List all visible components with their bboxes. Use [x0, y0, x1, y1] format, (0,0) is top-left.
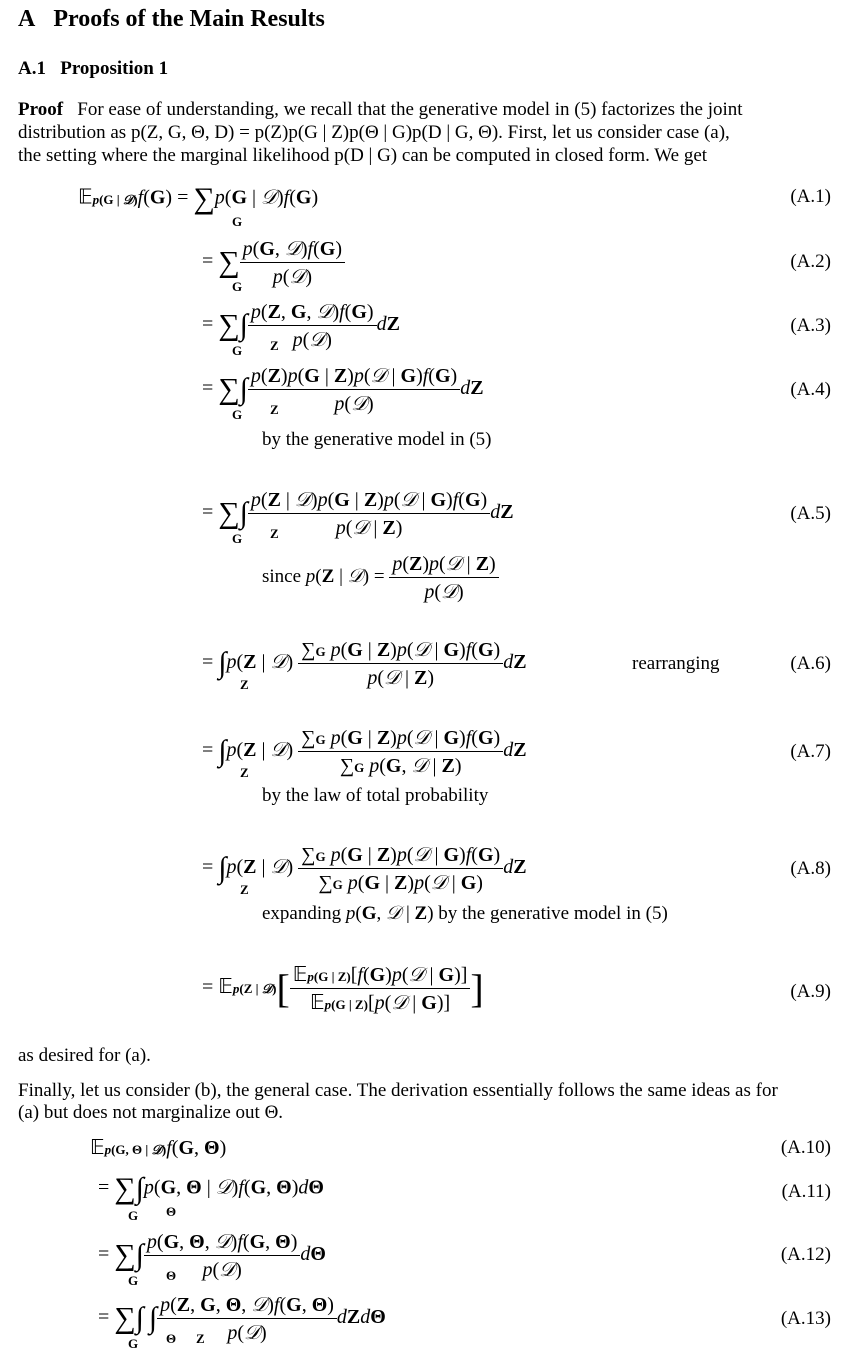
int-index: Z — [270, 338, 279, 353]
eq-label-a7: (A.7) — [790, 741, 831, 762]
eq-a11: = ∑∫p(G, Θ | 𝒟)f(G, Θ)dΘ — [98, 1172, 324, 1205]
para1-line3: the setting where the marginal likelihood p(D | G) can be computed in closed form. We get — [18, 145, 708, 166]
subsection-number: A.1 — [18, 58, 46, 79]
eq-a13: = ∑∫ ∫ $\frac{\text{p(Z, G, Θ, 𝒟)f(G, Θ)}}{\text{p(𝒟)}}$ dZdΘ — [98, 1292, 386, 1344]
int-index: Z — [240, 677, 249, 692]
int-index: Z — [240, 882, 249, 897]
eq-a6: = ∫p(Z | 𝒟) $\frac{\text{∑G p(G | Z)p(𝒟 | G)f(G)}}{\text{p(𝒟 | Z)}}$ dZ — [202, 637, 527, 689]
eq-label-a3: (A.3) — [790, 315, 831, 336]
eq-a7: = ∫p(Z | 𝒟) $\frac{\text{∑G p(G | Z)p(𝒟 | G)f(G)}}{\text{∑G p(G, 𝒟 | Z)}}$ dZ — [202, 725, 527, 777]
section-heading — [18, 6, 325, 33]
subsection-title: Proposition 1 — [60, 58, 169, 79]
eq-label-a11: (A.11) — [781, 1181, 831, 1202]
sum-index: G — [232, 531, 243, 546]
int-index: Θ — [166, 1268, 177, 1283]
eq-label-a2: (A.2) — [790, 251, 831, 272]
eq-label-a9: (A.9) — [790, 981, 831, 1002]
eq-label-a13: (A.13) — [780, 1308, 831, 1329]
int-index: Z — [196, 1331, 205, 1346]
eq-label-a5: (A.5) — [790, 503, 831, 524]
eq-a3: = ∑∫ $\frac{\text{p(Z, G, 𝒟)f(G)}}{\text{p(𝒟)}}$ dZ — [202, 299, 400, 351]
sum-index: G — [232, 279, 243, 294]
eq-a9: = 𝔼p(Z | 𝒟)[ $\frac{\text{𝔼p(G | Z)[f(G)p(𝒟 | G)]}}{\text{𝔼p(G | Z)[p(𝒟 | G)]}}$ ] — [202, 962, 484, 1014]
int-index: Z — [240, 765, 249, 780]
note-a5-prefix: since — [262, 565, 302, 587]
section-number: A — [18, 6, 36, 32]
eq-a12: = ∑∫ $\frac{\text{p(G, Θ, 𝒟)f(G, Θ)}}{\text{p(𝒟)}}$ dΘ — [98, 1229, 326, 1281]
int-index: Z — [270, 402, 279, 417]
note-a6: rearranging — [632, 653, 720, 674]
note-a8-suffix: by the generative model in (5) — [438, 903, 668, 924]
note-a5: since p(Z | 𝒟) = $\frac{\text{p(Z)p(𝒟 | Z)}}{\text{p(𝒟)}}$ — [262, 551, 499, 604]
eq-label-a6: (A.6) — [790, 653, 831, 674]
eq-a8: = ∫p(Z | 𝒟) $\frac{\text{∑G p(G | Z)p(𝒟 | G)f(G)}}{\text{∑G p(G | Z)p(𝒟 | G)}}$ dZ — [202, 842, 527, 894]
section-title: Proofs of the Main Results — [53, 6, 325, 32]
sum-index: G — [128, 1208, 139, 1223]
sum-index: G — [232, 343, 243, 358]
para1-line2: distribution as p(Z, G, Θ, D) = p(Z)p(G | Z)p(Θ | G)p(D | G, Θ). First, let us consider case (a), — [18, 122, 730, 143]
as-desired: as desired for (a). — [18, 1045, 151, 1066]
note-a8: expanding p(G, 𝒟 | Z) by the generative model in (5) — [262, 902, 668, 924]
eq-label-a8: (A.8) — [790, 858, 831, 879]
para2-line1: Finally, let us consider (b), the general case. The derivation essentially follows the same ideas as for — [18, 1080, 778, 1101]
eq-a10: 𝔼p(G, Θ | 𝒟)f(G, Θ) — [90, 1135, 227, 1159]
int-index: Θ — [166, 1204, 177, 1219]
eq-label-a1: (A.1) — [790, 186, 831, 207]
sum-index: G — [128, 1273, 139, 1288]
para1-line1 — [18, 99, 743, 121]
int-index: Θ — [166, 1331, 177, 1346]
para1-line1-text: For ease of understanding, we recall that the generative model in (5) factorizes the joint — [77, 99, 743, 120]
eq-a5: = ∑∫ $\frac{\text{p(Z | 𝒟)p(G | Z)p(𝒟 | G)f(G)}}{\text{p(𝒟 | Z)}}$ dZ — [202, 487, 514, 539]
eq-a2: = ∑ $\frac{\text{p(G, 𝒟)f(G)}}{\text{p(𝒟)}}$ — [202, 236, 345, 289]
subsection-heading — [18, 58, 168, 80]
sum-index: G — [128, 1336, 139, 1351]
eq-a1: 𝔼p(G | 𝒟)f(G) = ∑p(G | 𝒟)f(G) — [78, 182, 319, 215]
note-a7: by the law of total probability — [262, 785, 489, 806]
sum-index: G — [232, 407, 243, 422]
note-a4: by the generative model in (5) — [262, 429, 492, 450]
eq-a4: = ∑∫ $\frac{\text{p(Z)p(G | Z)p(𝒟 | G)f(G)}}{\text{p(𝒟)}}$ dZ — [202, 363, 484, 415]
sum-index: G — [232, 214, 243, 229]
int-index: Z — [270, 526, 279, 541]
eq-label-a12: (A.12) — [780, 1244, 831, 1265]
note-a8-prefix: expanding — [262, 903, 342, 924]
eq-label-a10: (A.10) — [780, 1137, 831, 1158]
para2-line2: (a) but does not marginalize out Θ. — [18, 1102, 284, 1123]
eq-label-a4: (A.4) — [790, 379, 831, 400]
proof-label: Proof — [18, 99, 64, 120]
